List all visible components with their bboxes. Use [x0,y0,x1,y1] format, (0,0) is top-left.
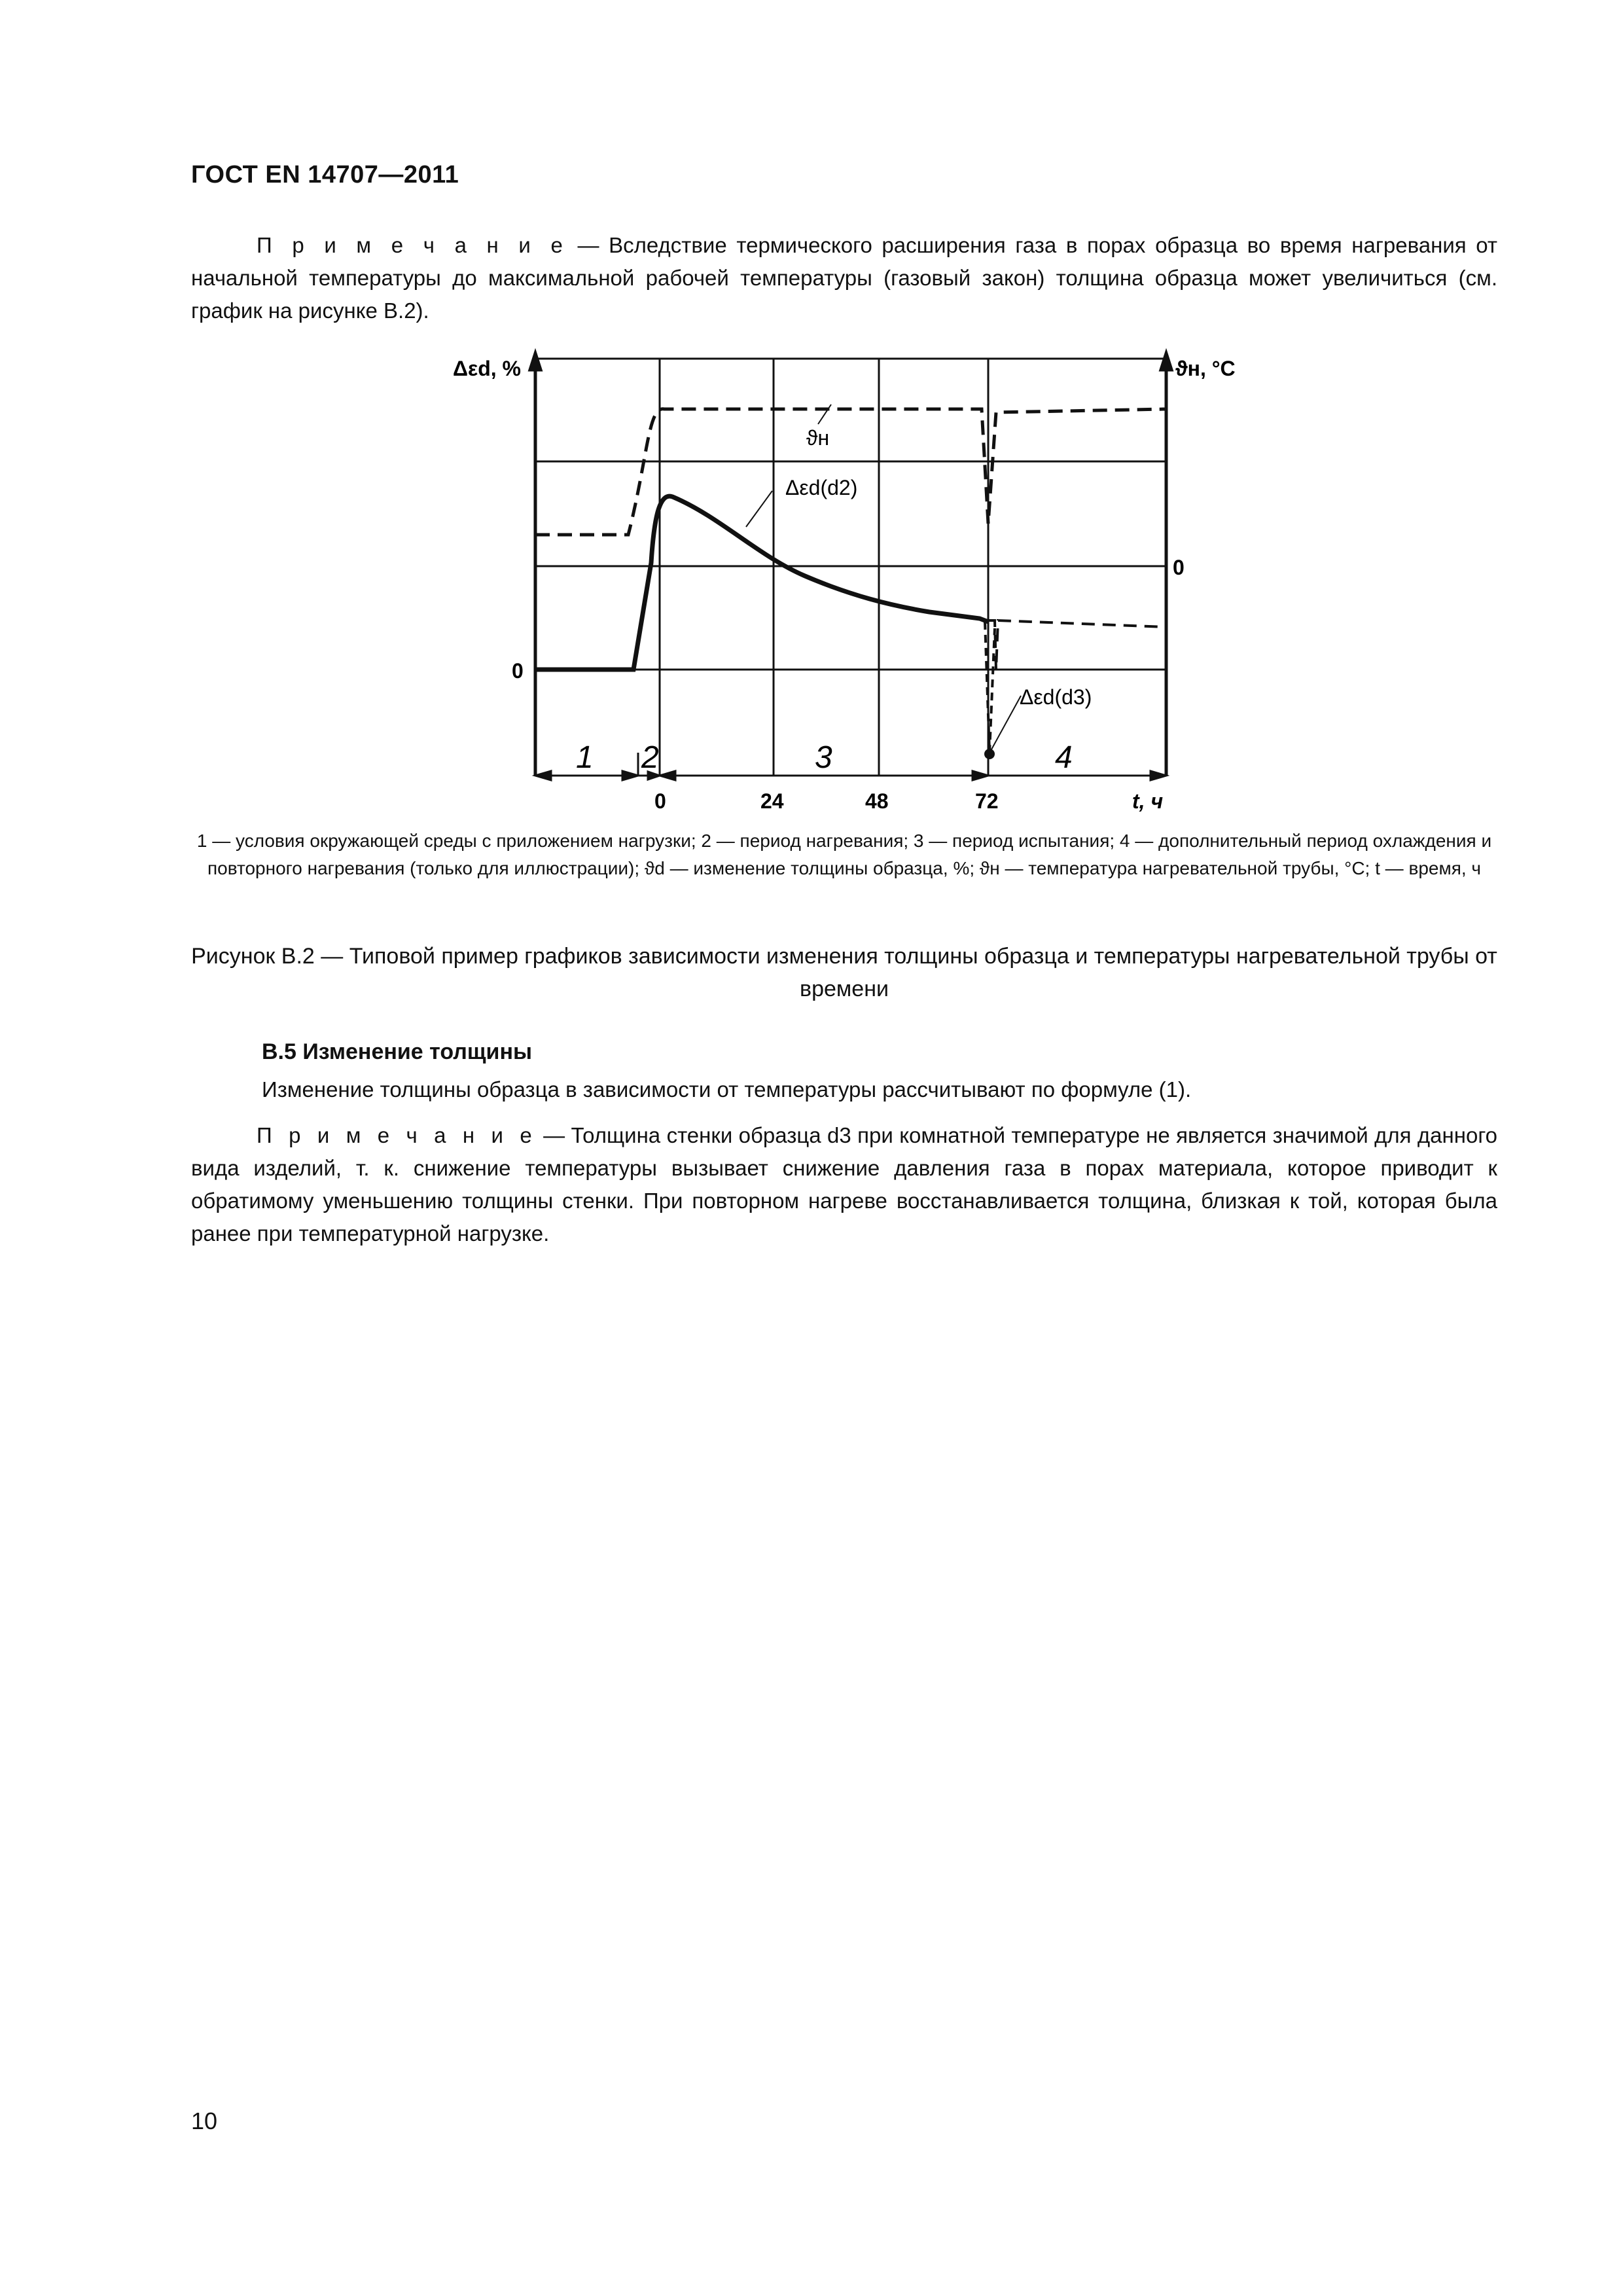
note-label: П р и м е ч а н и е [257,233,568,257]
leader-lines [746,404,1021,749]
x-tick-0: 0 [654,789,666,813]
x-axis-label: t, ч [1132,789,1164,813]
series-thickness-drop [985,622,995,753]
label-thickness-d2: Δεd(d2) [785,476,858,499]
figure-key: 1 — условия окружающей среды с приложением нагрузки; 2 — период нагревания; 3 — период испытания; 4 — дополнительный период охлаждения и повторного нагревания (только для иллюстрации); ϑd — изменение толщины образца, %; ϑн — температура нагревательной трубы, °C; t — время, ч [196,831,1492,878]
y-left-tick-0: 0 [512,659,524,683]
label-temperature: ϑн [806,426,830,450]
section-paragraph: Изменение толщины образца в зависимости от температуры рассчитывают по формуле (1). [262,1077,1192,1102]
chart-axes [530,353,1171,776]
point-thickness-d3 [984,749,995,759]
series-temperature-line [535,409,1166,535]
y-right-axis-label: ϑн, °C [1175,357,1236,380]
series-temperature-after-cooling [988,620,1166,670]
zone-label-3: 3 [815,740,832,775]
section-heading: B.5 Изменение толщины [262,1039,533,1064]
label-thickness-d3: Δεd(d3) [1020,685,1092,709]
y-right-tick-0: 0 [1173,556,1185,579]
y-left-axis-label: Δεd, % [453,357,521,380]
series-thickness-d2-line [535,496,988,670]
note-text-2: — Толщина стенки образца d3 при комнатной температуре не является значимой для данного вида изделий, т. к. снижение температуры вызывает снижение давления газа в порах материала, которое приводит к обратимому уменьшению толщины стенки. При повторном нагреве восстанавливается толщина, близкая к той, которая была ранее при температурной нагрузке. [191,1123,1498,1246]
chart-grid [535,359,1166,776]
document-header: ГОСТ EN 14707—2011 [191,161,459,188]
note-paragraph-2 [191,1119,1497,1250]
page-number: 10 [191,2108,218,2134]
zone-label-2: 2 [641,740,659,775]
zone-label-4: 4 [1055,740,1073,775]
x-tick-72: 72 [975,789,999,813]
thickness-temperature-chart [0,0,1623,851]
x-tick-24: 24 [760,789,784,813]
zone-label-1: 1 [576,740,594,775]
note-label-2: П р и м е ч а н и е [257,1123,537,1147]
note-text: — Вследствие термического расширения газа в порах образца во время нагревания от начальной температуры до максимальной рабочей температуры (газовый закон) толщина образца может увеличиться (см. график на рисунке B.2). [191,233,1498,323]
figure-title: Рисунок B.2 — Типовой пример графиков зависимости изменения толщины образца и температуры нагревательной трубы от времени [191,944,1497,1001]
x-tick-48: 48 [865,789,889,813]
